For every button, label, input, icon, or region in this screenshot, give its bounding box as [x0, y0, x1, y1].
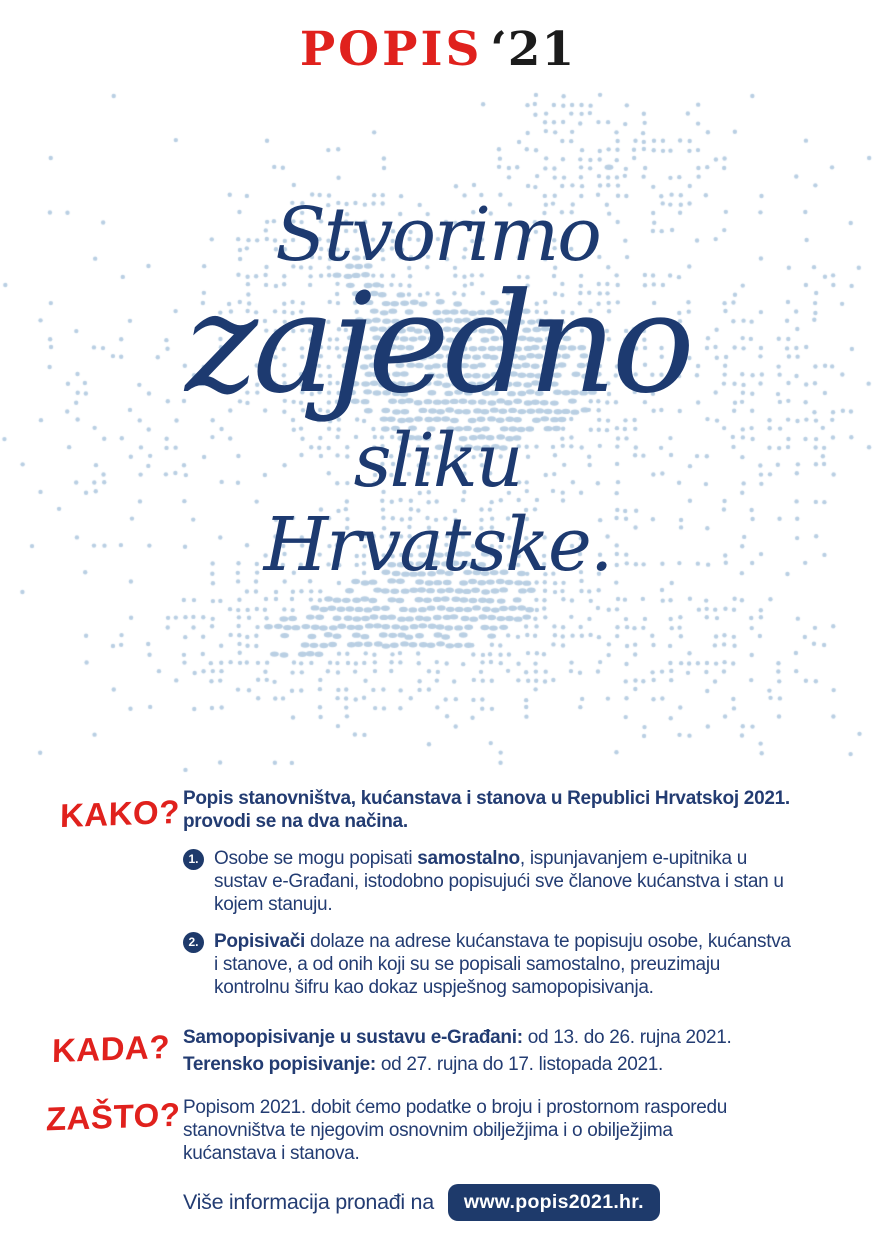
why-text: Popisom 2021. dobit ćemo podatke o broju i prostornom rasporedu stanovništva te njegovim osnovnim obilježjima i o obilježjima kućanstava i stanova. — [183, 1097, 728, 1165]
popis21-logo — [0, 22, 875, 77]
when-line-1-bold: Samopopisivanje u sustavu e-Građani: — [183, 1027, 523, 1048]
when-content — [183, 1026, 732, 1080]
list-item-1-text — [214, 847, 794, 917]
when-line-2-bold: Terensko popisivanje: — [183, 1054, 376, 1076]
item-1-bold-text: samostalno — [417, 848, 520, 869]
how-heading-line-2: provodi se na dva načina. — [183, 811, 408, 833]
headline-line-1: Stvorimo — [275, 192, 600, 278]
how-heading-line-1: Popis stanovništva, kućanstava i stanova u Republici Hrvatskoj 2021. — [183, 788, 790, 809]
footer — [183, 1184, 660, 1221]
headline-line-3: sliku — [353, 418, 522, 505]
item-2-bold-text: Popisivači — [214, 930, 305, 952]
when-line-1-rest: od 13. do 26. rujna 2021. — [522, 1027, 732, 1048]
section-label-when: KADA? — [51, 1027, 171, 1070]
list-item-2 — [183, 930, 803, 1000]
item-1-text-before: Osobe se mogu popisati — [214, 848, 418, 869]
how-items-list — [183, 847, 803, 1012]
when-line-2-rest: od 27. rujna do 17. listopada 2021. — [375, 1054, 664, 1076]
footer-label: Više informacija pronađi na — [183, 1190, 434, 1214]
item-1-text-after: , ispunjavanjem e-upitnika u sustav e-Građani, istodobno popisujući sve članove kućanstva i stan u kojem stanuju. — [214, 848, 784, 916]
headline-line-2: zajedno — [185, 263, 690, 424]
item-2-text-after: dolaze na adrese kućanstava te popisuju osobe, kućanstva i stanove, a od onih koji su se popisali samostalno, preuzimaju kontrolnu šifru kao dokaz uspješnog samopopisivanja. — [214, 930, 791, 998]
list-item-1 — [183, 847, 803, 917]
section-label-how: KAKO? — [59, 792, 181, 835]
headline — [0, 192, 875, 589]
website-url-button[interactable]: www.popis2021.hr. — [448, 1184, 660, 1221]
list-item-2-text — [214, 930, 794, 1000]
headline-line-4: Hrvatske. — [263, 502, 612, 589]
section-label-why: ZAŠTO? — [45, 1095, 181, 1138]
numbered-bullet-2: 2. — [183, 932, 204, 953]
logo-year-text: ‘21 — [490, 22, 576, 77]
how-heading — [183, 787, 790, 833]
numbered-bullet-1: 1. — [183, 849, 204, 870]
when-line-1 — [183, 1026, 732, 1049]
when-line-2 — [183, 1053, 732, 1076]
logo-popis-text: POPIS — [299, 22, 483, 77]
